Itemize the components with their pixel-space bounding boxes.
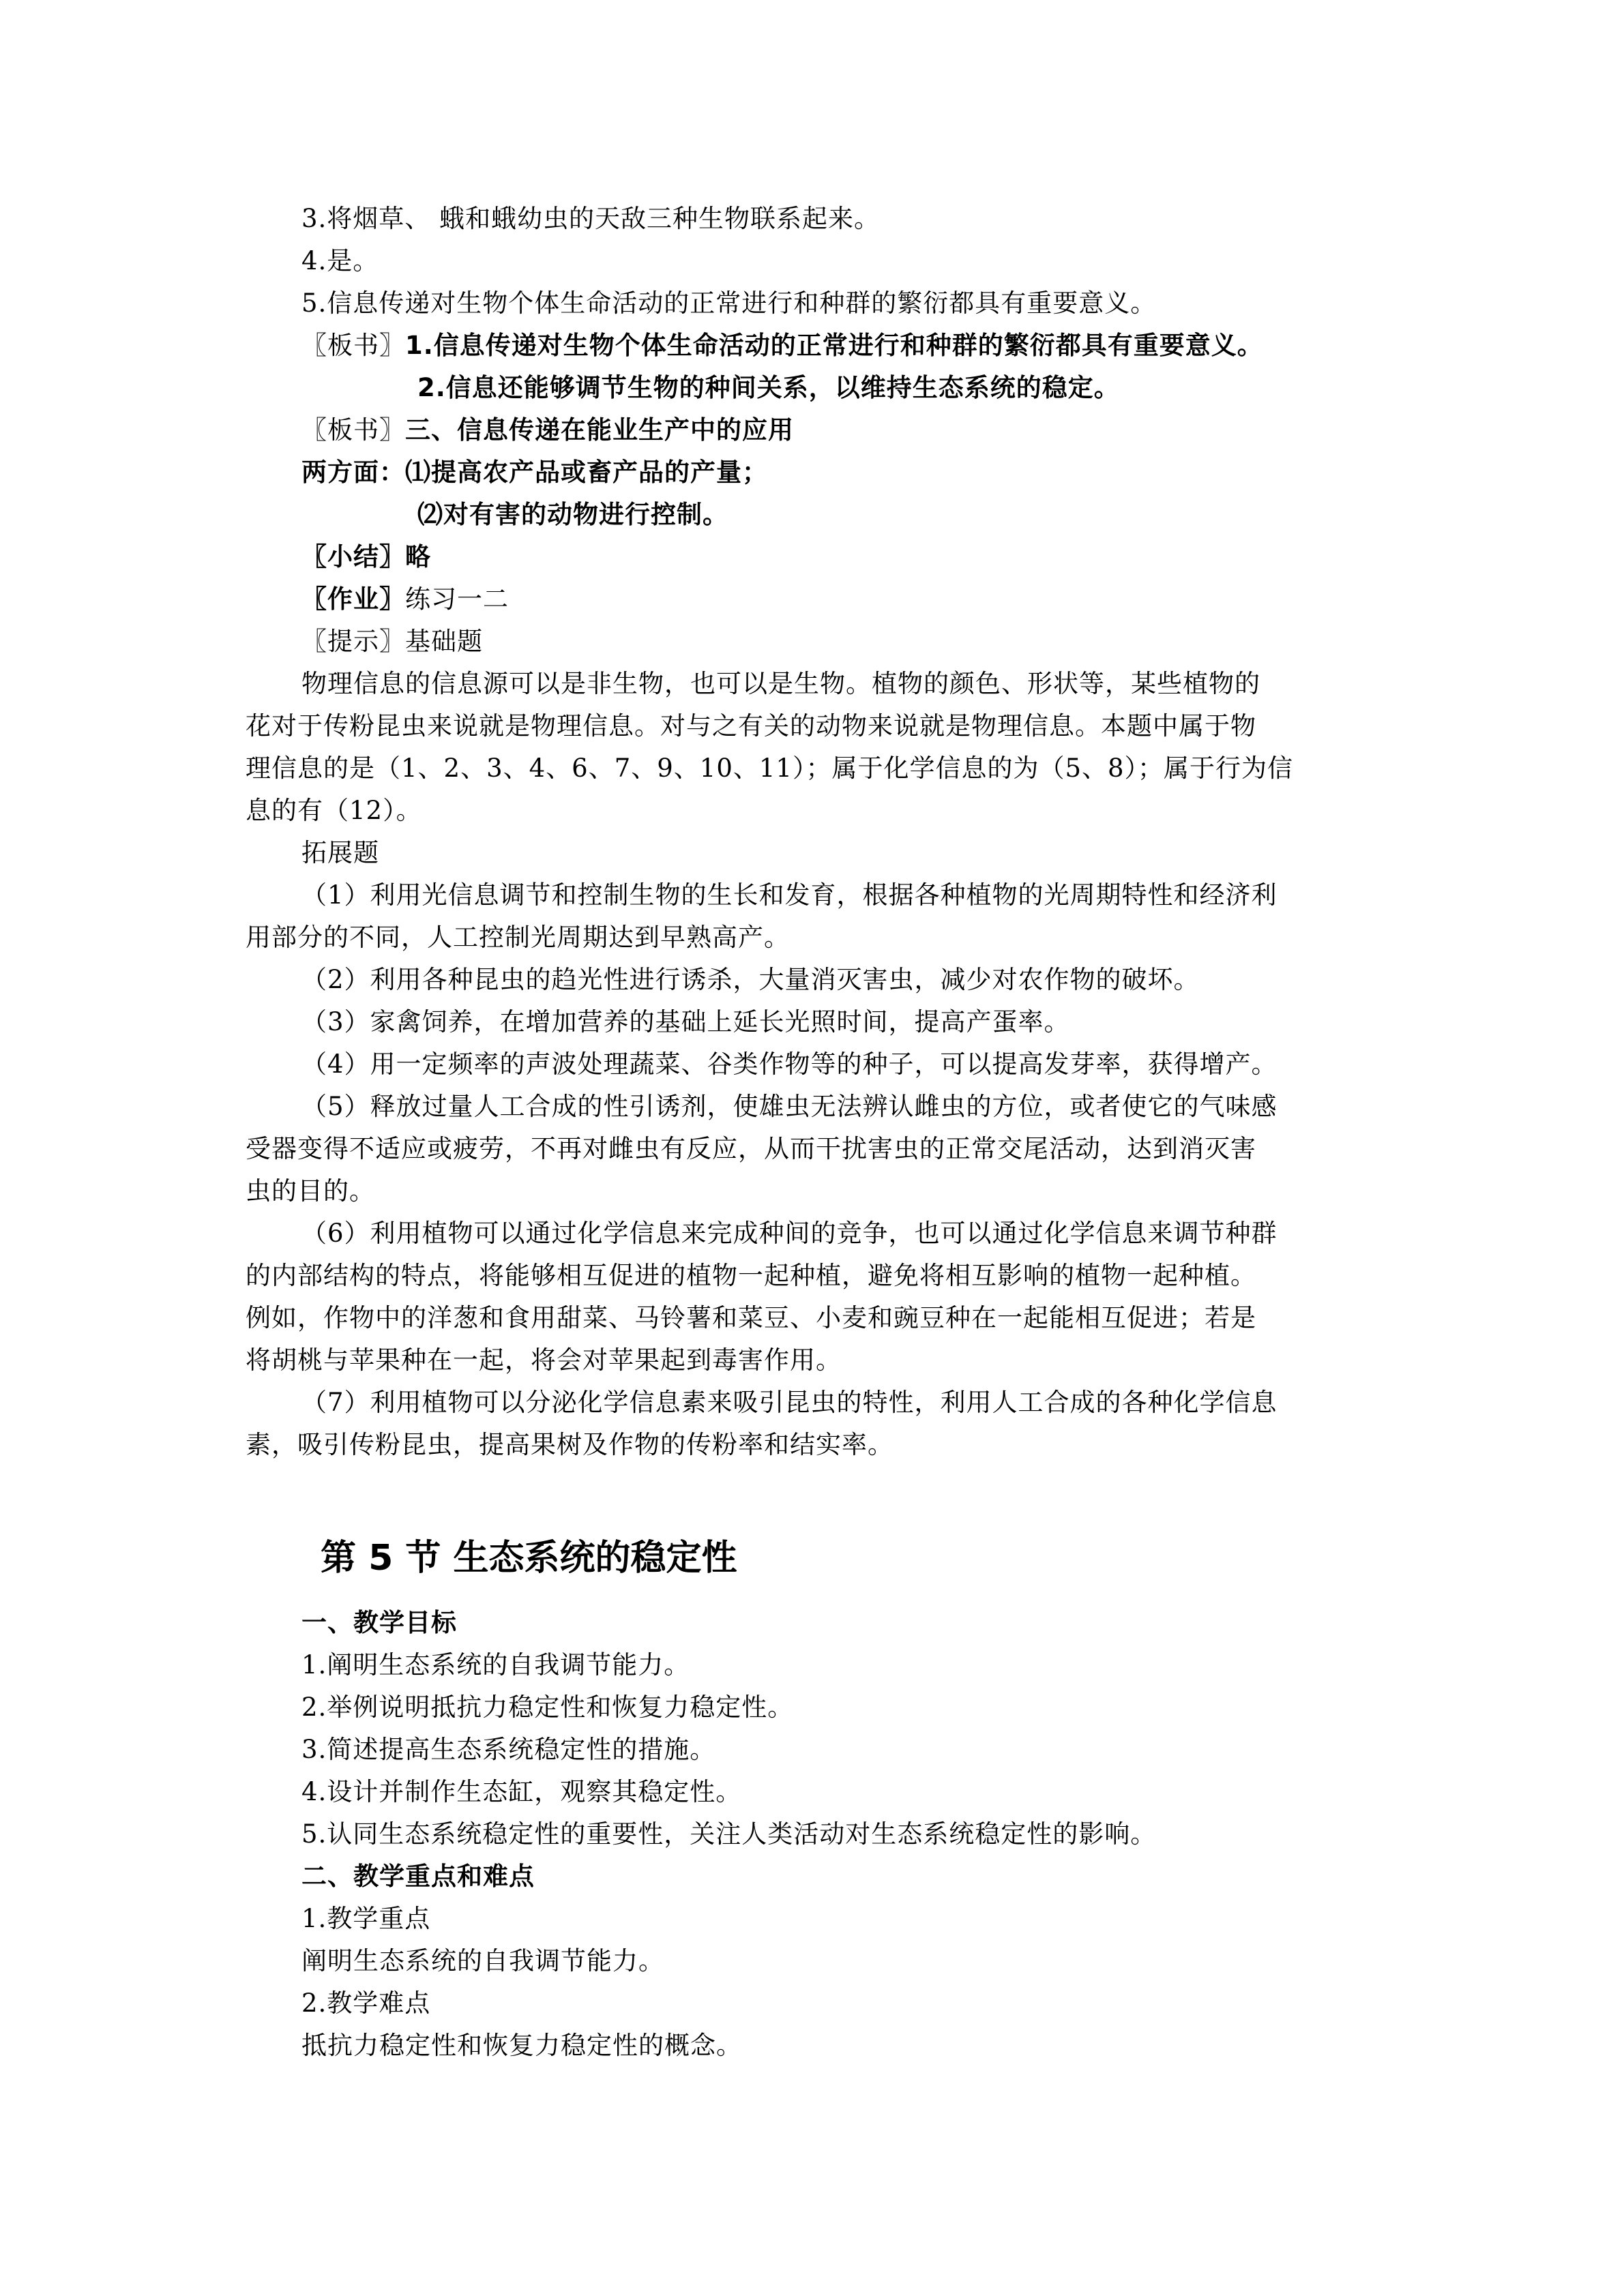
board-heading: 三、信息传递在能业生产中的应用 — [405, 415, 794, 445]
aspect-2-line: ⑵对有害的动物进行控制。 — [417, 500, 728, 529]
summary-line — [301, 540, 431, 574]
extension-line: 素，吸引传粉昆虫，提高果树及作物的传粉率和结实率。 — [246, 1430, 894, 1459]
key-label: 1.教学重点 — [301, 1904, 431, 1933]
extension-line: 受器变得不适应或疲劳，不再对雌虫有反应，从而干扰害虫的正常交尾活动，达到消灭害 — [246, 1134, 1256, 1163]
goal-item: 2.举例说明抵抗力稳定性和恢复力稳定性。 — [301, 1693, 794, 1722]
extension-title: 拓展题 — [301, 838, 379, 867]
extension-line: 的内部结构的特点，将能够相互促进的植物一起种植，避免将相互影响的植物一起种植。 — [246, 1261, 1256, 1290]
goal-item: 1.阐明生态系统的自我调节能力。 — [301, 1650, 690, 1680]
answer-line-4: 4.是。 — [301, 246, 379, 275]
paragraph-line: 物理信息的信息源可以是非生物，也可以是生物。植物的颜色、形状等，某些植物的 — [301, 669, 1260, 698]
goal-item: 4.设计并制作生态缸，观察其稳定性。 — [301, 1777, 742, 1806]
goals-heading: 一、教学目标 — [301, 1608, 457, 1637]
paragraph-line: 花对于传粉昆虫来说就是物理信息。对与之有关的动物来说就是物理信息。本题中属于物 — [246, 711, 1256, 741]
extension-line: （7）利用植物可以分泌化学信息素来吸引昆虫的特性，利用人工合成的各种化学信息 — [301, 1388, 1278, 1417]
goal-item: 3.简述提高生态系统稳定性的措施。 — [301, 1735, 716, 1764]
board-tag: 〖板书〗 — [301, 415, 405, 445]
keys-heading: 二、教学重点和难点 — [301, 1862, 535, 1891]
extension-line: 用部分的不同，人工控制光周期达到早熟高产。 — [246, 923, 790, 952]
answer-line-3: 3.将烟草、 蛾和蛾幼虫的天敌三种生物联系起来。 — [301, 204, 881, 233]
extension-line: 例如，作物中的洋葱和食用甜菜、马铃薯和菜豆、小麦和豌豆种在一起能相互促进；若是 — [246, 1303, 1256, 1332]
section-title: 第 5 节 生态系统的稳定性 — [321, 1538, 737, 1579]
extension-line: 虫的目的。 — [246, 1176, 375, 1206]
summary-tag: 〖小结〗 — [301, 542, 405, 571]
extension-line: （4）用一定频率的声波处理蔬菜、谷类作物等的种子，可以提高发芽率，获得增产。 — [301, 1049, 1278, 1079]
two-aspects-line: 两方面：⑴提高农产品或畜产品的产量； — [301, 458, 768, 487]
difficulty-label: 2.教学难点 — [301, 1988, 431, 2018]
goal-item: 5.认同生态系统稳定性的重要性，关注人类活动对生态系统稳定性的影响。 — [301, 1819, 1157, 1849]
extension-line: （6）利用植物可以通过化学信息来完成种间的竞争，也可以通过化学信息来调节种群 — [301, 1219, 1278, 1248]
homework-tag: 〖作业〗 — [301, 584, 405, 614]
extension-line: 将胡桃与苹果种在一起，将会对苹果起到毒害作用。 — [246, 1345, 842, 1375]
extension-line: （2）利用各种昆虫的趋光性进行诱杀，大量消灭害虫，减少对农作物的破坏。 — [301, 965, 1200, 994]
hint-tag: 〖提示〗 — [301, 627, 405, 656]
answer-line-5: 5.信息传递对生物个体生命活动的正常进行和种群的繁衍都具有重要意义。 — [301, 288, 1157, 318]
board-item-1: 1.信息传递对生物个体生命活动的正常进行和种群的繁衍都具有重要意义。 — [405, 331, 1263, 360]
hint-text: 基础题 — [405, 627, 483, 656]
paragraph-line: 息的有（12）。 — [246, 796, 422, 825]
paragraph-line: 理信息的是（1、2、3、4、6、7、9、10、11）；属于化学信息的为（5、8）；属于行为信 — [246, 754, 1294, 783]
homework-line — [301, 582, 509, 616]
homework-text: 练习一二 — [405, 584, 509, 614]
board-item-2: 2.信息还能够调节生物的种间关系，以维持生态系统的稳定。 — [417, 373, 1120, 402]
extension-line: （1）利用光信息调节和控制生物的生长和发育，根据各种植物的光周期特性和经济利 — [301, 880, 1278, 910]
extension-line: （3）家禽饲养，在增加营养的基础上延长光照时间，提高产蛋率。 — [301, 1007, 1070, 1037]
summary-text: 略 — [405, 542, 431, 571]
hint-line — [301, 625, 483, 659]
key-text: 阐明生态系统的自我调节能力。 — [301, 1946, 664, 1976]
board-notes-1 — [301, 329, 1263, 363]
board-notes-2 — [301, 413, 794, 447]
board-tag: 〖板书〗 — [301, 331, 405, 360]
difficulty-text: 抵抗力稳定性和恢复力稳定性的概念。 — [301, 2031, 742, 2060]
extension-line: （5）释放过量人工合成的性引诱剂，使雄虫无法辨认雌虫的方位，或者使它的气味感 — [301, 1092, 1278, 1121]
